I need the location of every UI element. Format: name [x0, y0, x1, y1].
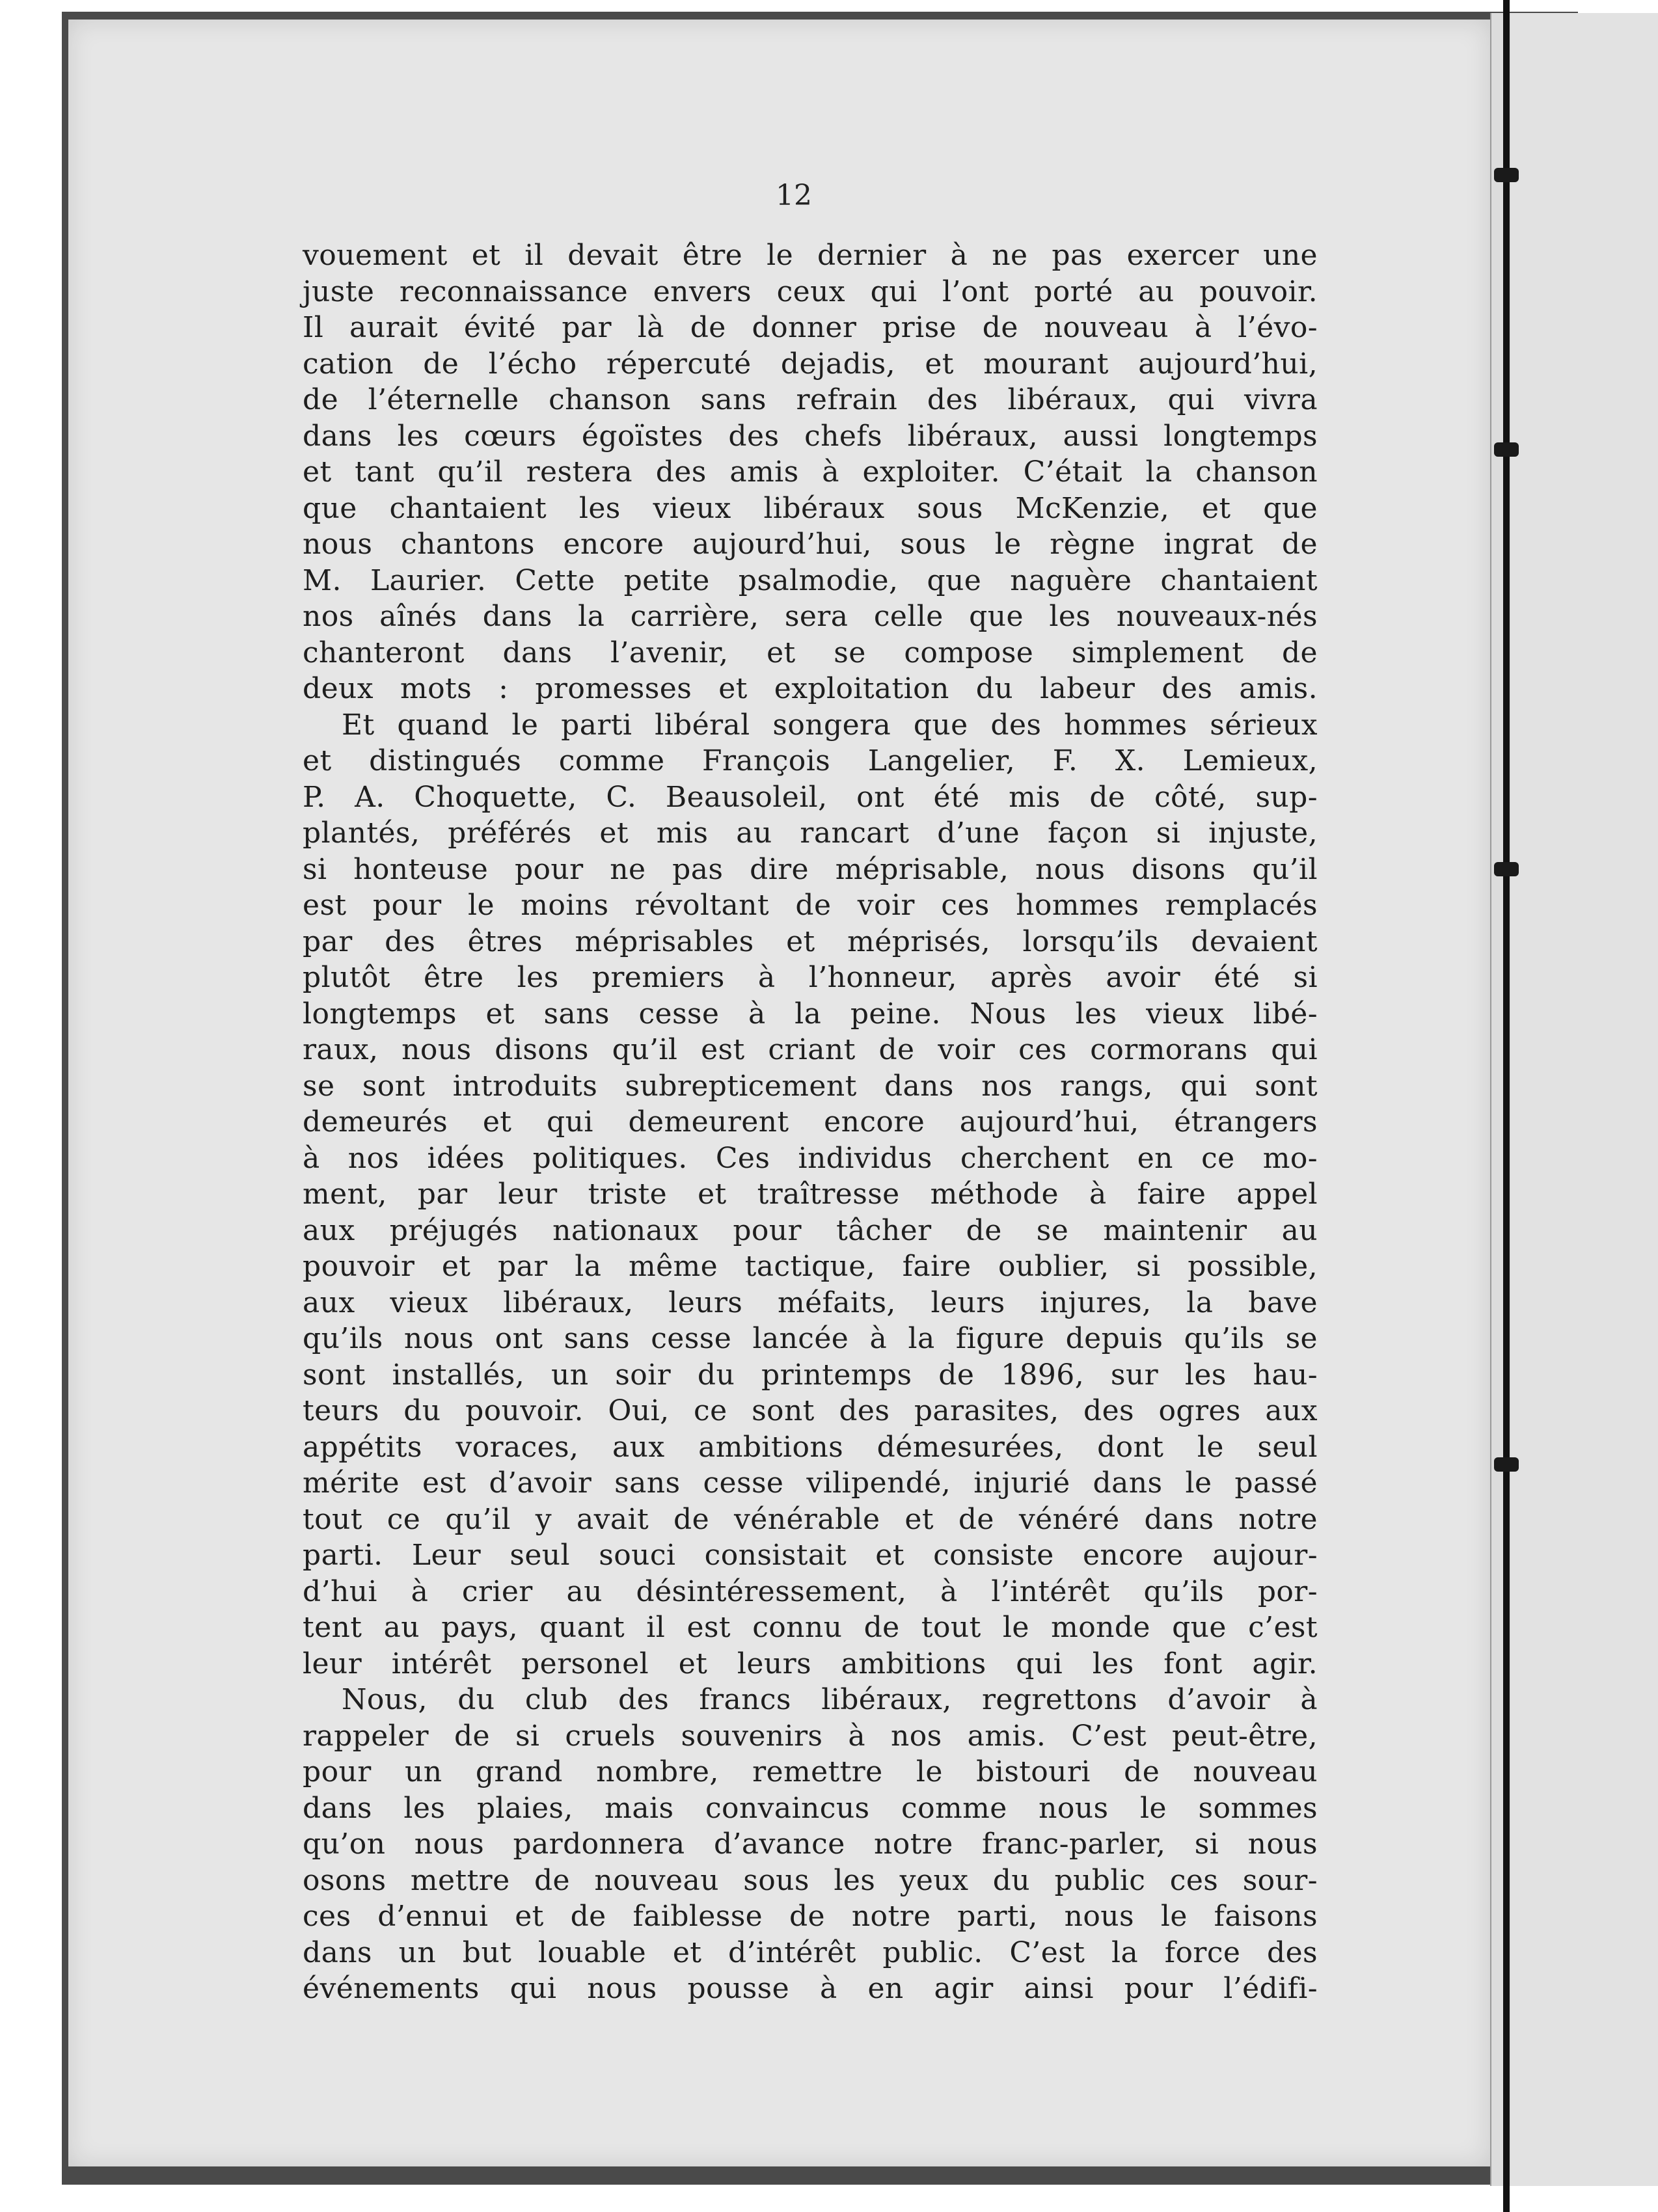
- text-line: chanteront dans l’avenir, et se compose simplement de: [303, 636, 1318, 669]
- binding-clip: [1494, 442, 1519, 457]
- paragraph-2: [303, 707, 1318, 1682]
- text-line: événements qui nous pousse à en agir ainsi pour l’édifi-: [303, 1972, 1318, 2005]
- text-line: sont installés, un soir du printemps de 1896, sur les hau-: [303, 1358, 1318, 1392]
- binding-clip: [1494, 168, 1519, 182]
- text-line: pour un grand nombre, remettre le bistouri de nouveau: [303, 1755, 1318, 1788]
- text-line: qu’ils nous ont sans cesse lancée à la figure depuis qu’ils se: [303, 1322, 1318, 1355]
- text-line: tout ce qu’il y avait de vénérable et de vénéré dans notre: [303, 1502, 1318, 1536]
- facing-page-edge: [1510, 13, 1658, 2186]
- text-line: nos aînés dans la carrière, sera celle que les nouveaux-nés: [303, 600, 1318, 633]
- text-line: dans les plaies, mais convaincus comme nous le sommes: [303, 1791, 1318, 1825]
- text-line: pouvoir et par la même tactique, faire oublier, si possible,: [303, 1250, 1318, 1283]
- text-line: plantés, préférés et mis au rancart d’une façon si injuste,: [303, 816, 1318, 850]
- text-line: à nos idées politiques. Ces individus cherchent en ce mo-: [303, 1141, 1318, 1175]
- text-line: qu’on nous pardonnera d’avance notre franc-parler, si nous: [303, 1828, 1318, 1861]
- text-line: par des êtres méprisables et méprisés, lorsqu’ils devaient: [303, 924, 1318, 958]
- page-number: 12: [776, 179, 812, 212]
- text-line: et distingués comme François Langelier, F. X. Lemieux,: [303, 744, 1318, 777]
- text-line: Et quand le parti libéral songera que des hommes sérieux: [342, 708, 1318, 742]
- text-line: leur intérêt personel et leurs ambitions qui les font agir.: [303, 1647, 1318, 1680]
- paragraph-3: [303, 1682, 1318, 2007]
- text-line: vouement et il devait être le dernier à ne pas exercer une: [303, 239, 1318, 272]
- text-line: parti. Leur seul souci consistait et consiste encore aujour-: [303, 1539, 1318, 1572]
- text-line: se sont introduits subrepticement dans nos rangs, qui sont: [303, 1069, 1318, 1103]
- text-line: M. Laurier. Cette petite psalmodie, que naguère chantaient: [303, 563, 1318, 597]
- text-line: osons mettre de nouveau sous les yeux du public ces sour-: [303, 1863, 1318, 1897]
- text-line: rappeler de si cruels souvenirs à nos amis. C’est peut-être,: [303, 1719, 1318, 1753]
- text-line: P. A. Choquette, C. Beausoleil, ont été mis de côté, sup-: [303, 780, 1318, 814]
- text-line: tent au pays, quant il est connu de tout le monde que c’est: [303, 1611, 1318, 1644]
- book-binding: [1503, 0, 1510, 2212]
- text-line: si honteuse pour ne pas dire méprisable, nous disons qu’il: [303, 852, 1318, 886]
- text-line: mérite est d’avoir sans cesse vilipendé, injurié dans le passé: [303, 1466, 1318, 1500]
- text-line: juste reconnaissance envers ceux qui l’ont porté au pouvoir.: [303, 275, 1318, 308]
- text-line: cation de l’écho répercuté dejadis, et mourant aujourd’hui,: [303, 347, 1318, 381]
- text-line: aux préjugés nationaux pour tâcher de se maintenir au: [303, 1213, 1318, 1247]
- text-line: Nous, du club des francs libéraux, regrettons d’avoir à: [342, 1683, 1318, 1716]
- text-line: aux vieux libéraux, leurs méfaits, leurs injures, la bave: [303, 1286, 1318, 1319]
- text-line: et tant qu’il restera des amis à exploiter. C’était la chanson: [303, 455, 1318, 489]
- text-line: appétits voraces, aux ambitions démesurées, dont le seul: [303, 1430, 1318, 1464]
- text-line: deux mots : promesses et exploitation du labeur des amis.: [303, 672, 1318, 705]
- text-line: est pour le moins révoltant de voir ces hommes remplacés: [303, 889, 1318, 922]
- text-line: que chantaient les vieux libéraux sous McKenzie, et que: [303, 491, 1318, 525]
- text-line: nous chantons encore aujourd’hui, sous le règne ingrat de: [303, 528, 1318, 561]
- text-line: dans les cœurs égoïstes des chefs libéraux, aussi longtemps: [303, 419, 1318, 453]
- text-line: raux, nous disons qu’il est criant de voir ces cormorans qui: [303, 1033, 1318, 1066]
- binding-clip: [1494, 1457, 1519, 1472]
- body-text: [303, 237, 1318, 2007]
- text-line: ces d’ennui et de faiblesse de notre parti, nous le faisons: [303, 1900, 1318, 1933]
- binding-clip: [1494, 862, 1519, 876]
- text-line: demeurés et qui demeurent encore aujourd’hui, étrangers: [303, 1105, 1318, 1139]
- text-line: dans un but louable et d’intérêt public. C’est la force des: [303, 1936, 1318, 1969]
- text-line: teurs du pouvoir. Oui, ce sont des parasites, des ogres aux: [303, 1394, 1318, 1427]
- text-line: longtemps et sans cesse à la peine. Nous les vieux libé-: [303, 997, 1318, 1031]
- text-line: Il aurait évité par là de donner prise de nouveau à l’évo-: [303, 311, 1318, 344]
- text-line: de l’éternelle chanson sans refrain des libéraux, qui vivra: [303, 383, 1318, 416]
- text-line: plutôt être les premiers à l’honneur, après avoir été si: [303, 961, 1318, 994]
- paragraph-1: [303, 237, 1318, 707]
- text-line: d’hui à crier au désintéressement, à l’intérêt qu’ils por-: [303, 1574, 1318, 1608]
- text-line: ment, par leur triste et traîtresse méthode à faire appel: [303, 1178, 1318, 1211]
